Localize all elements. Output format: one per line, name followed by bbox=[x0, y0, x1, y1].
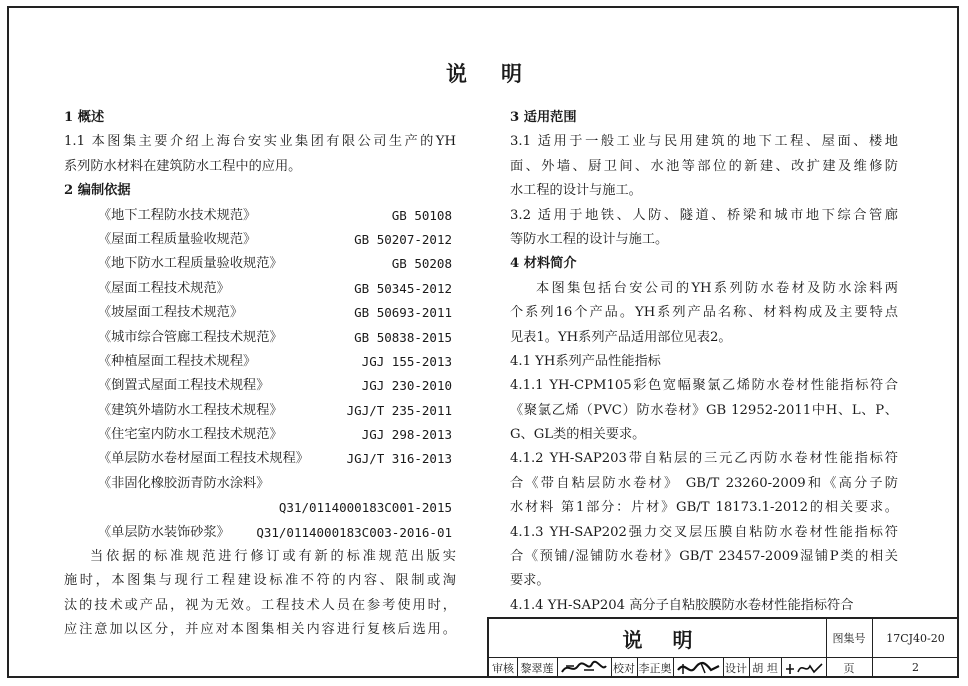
clause-text: 4.1.1 YH-CPM105彩色宽幅聚氯乙烯防水卷材性能指标符合 bbox=[510, 378, 898, 394]
right-column bbox=[510, 106, 898, 618]
section-3-text: 面、外墙、厨卫间、水池等部位的新建、改扩建及维修防 bbox=[510, 158, 898, 174]
section-3-heading: 3 适用范围 bbox=[510, 110, 577, 125]
left-column bbox=[64, 106, 456, 643]
standard-row bbox=[64, 326, 456, 350]
section-4-text: 本图集包括台安公司的YH系列防水卷材及防水涂料两 bbox=[536, 280, 898, 296]
standard-code: GB 50208 bbox=[391, 256, 452, 272]
note-text: 应注意加以区分，并应对本图集相关内容进行复核后选用。 bbox=[64, 622, 456, 638]
checker-signature bbox=[673, 657, 723, 678]
designer-signature bbox=[781, 657, 826, 678]
standard-row bbox=[64, 350, 456, 374]
atlas-number-label: 图集号 bbox=[832, 632, 866, 645]
design-label: 设计 bbox=[725, 661, 747, 675]
signature-mark bbox=[675, 660, 721, 676]
note-text: 当依据的标准规范进行修订或有新的标准规范出版实 bbox=[90, 549, 456, 565]
standard-row bbox=[64, 423, 456, 447]
clause-text: 《聚氯乙烯（PVC）防水卷材》GB 12952-2011中H、L、P、 bbox=[510, 402, 898, 418]
page-number: 2 bbox=[912, 661, 919, 674]
clause-text: 合《带自粘层防水卷材》 GB/T 23260-2009和《高分子防 bbox=[510, 475, 898, 491]
check-label: 校对 bbox=[613, 661, 635, 675]
standard-name: 《种植屋面工程技术规程》 bbox=[98, 353, 257, 369]
standard-name: 《住宅室内防水工程技术规范》 bbox=[98, 427, 283, 443]
section-1-heading: 1 概述 bbox=[64, 110, 105, 125]
standard-row bbox=[64, 374, 456, 398]
standard-name: 《倒置式屋面工程技术规程》 bbox=[98, 378, 270, 394]
standard-row bbox=[64, 447, 456, 471]
standard-row bbox=[64, 399, 456, 423]
section-4-heading: 4 材料简介 bbox=[510, 256, 577, 272]
section-3-text: 水工程的设计与施工。 bbox=[510, 183, 642, 199]
standard-name: 《城市综合管廊工程技术规范》 bbox=[98, 329, 283, 345]
standard-name: 《屋面工程质量验收规范》 bbox=[98, 231, 257, 247]
clause-text: 水材料 第1部分：片材》GB/T 18173.1-2012的相关要求。 bbox=[510, 500, 898, 516]
standard-name: 《屋面工程技术规范》 bbox=[98, 280, 230, 296]
title-block bbox=[487, 617, 959, 678]
standard-code: GB 50108 bbox=[391, 207, 452, 223]
standard-row bbox=[64, 228, 456, 252]
standard-row bbox=[64, 252, 456, 276]
signature-mark bbox=[560, 660, 608, 676]
designer-name: 胡 坦 bbox=[752, 661, 778, 675]
atlas-number: 17CJ40-20 bbox=[886, 631, 945, 645]
page-label: 页 bbox=[843, 661, 855, 675]
standard-name: 《坡屋面工程技术规范》 bbox=[98, 305, 244, 321]
standard-code: JGJ 298-2013 bbox=[361, 427, 452, 443]
standard-code: JGJ/T 235-2011 bbox=[346, 402, 452, 418]
title-block-title: 说明 bbox=[622, 627, 723, 652]
standard-name: 《单层防水卷材屋面工程技术规程》 bbox=[98, 451, 309, 467]
standard-name: 《非固化橡胶沥青防水涂料》 bbox=[98, 475, 270, 491]
section-4-text: 个系列16个产品。YH系列产品名称、材料构成及主要特点 bbox=[510, 305, 898, 321]
section-1-text: 系列防水材料在建筑防水工程中的应用。 bbox=[64, 158, 302, 174]
section-2-heading: 2 编制依据 bbox=[64, 183, 131, 199]
standard-code: JGJ 155-2013 bbox=[361, 353, 452, 369]
standard-code: GB 50838-2015 bbox=[354, 329, 452, 345]
section-3-text: 3.2 适用于地铁、人防、隧道、桥梁和城市地下综合管廊 bbox=[510, 207, 898, 223]
section-4-text: 见表1。YH系列产品适用部位见表2。 bbox=[510, 329, 732, 345]
standard-code: GB 50345-2012 bbox=[354, 280, 452, 296]
signature-mark bbox=[784, 660, 824, 676]
standard-code: JGJ/T 316-2013 bbox=[346, 451, 452, 467]
clause-text: G、GL类的相关要求。 bbox=[510, 427, 646, 443]
clause-text: 4.1.2 YH-SAP203带自粘层的三元乙丙防水卷材性能指标符 bbox=[510, 451, 898, 467]
standard-name: 《建筑外墙防水工程技术规程》 bbox=[98, 402, 283, 418]
review-label: 审核 bbox=[492, 661, 514, 675]
standards-list bbox=[64, 204, 456, 472]
standard-row bbox=[64, 277, 456, 301]
standard-row bbox=[64, 301, 456, 325]
standard-name: 《单层防水装饰砂浆》 bbox=[98, 524, 230, 540]
clause-text: 要求。 bbox=[510, 573, 550, 589]
section-3-text: 3.1 适用于一般工业与民用建筑的地下工程、屋面、楼地 bbox=[510, 134, 898, 150]
standard-name: 《地下防水工程质量验收规范》 bbox=[98, 256, 283, 272]
clause-text: 4.1.3 YH-SAP202强力交叉层压膜自粘防水卷材性能指标符 bbox=[510, 524, 898, 540]
standard-code: Q31/0114000183C003-2016-01 bbox=[256, 524, 452, 540]
standard-row bbox=[64, 521, 456, 545]
standard-name: 《地下工程防水技术规范》 bbox=[98, 207, 257, 223]
note-text: 施时，本图集与现行工程建设标准不符的内容、限制或淘 bbox=[64, 573, 456, 589]
note-text: 汰的技术或产品，视为无效。工程技术人员在参考使用时， bbox=[64, 597, 456, 613]
page-title: 说明 bbox=[446, 61, 556, 86]
standard-code: JGJ 230-2010 bbox=[361, 378, 452, 394]
standard-code: GB 50693-2011 bbox=[354, 305, 452, 321]
standard-code: Q31/0114000183C001-2015 bbox=[278, 500, 452, 516]
section-4-1-heading: 4.1 YH系列产品性能指标 bbox=[510, 353, 661, 369]
reviewer-signature bbox=[557, 657, 611, 678]
standard-code: GB 50207-2012 bbox=[354, 231, 452, 247]
section-1-text: 1.1 本图集主要介绍上海台安实业集团有限公司生产的YH bbox=[64, 134, 456, 150]
clause-text: 合《预铺/湿铺防水卷材》GB/T 23457-2009湿铺P类的相关 bbox=[510, 549, 898, 565]
reviewer-name: 黎翠莲 bbox=[520, 661, 554, 675]
clause-text: 4.1.4 YH-SAP204 高分子自粘胶膜防水卷材性能指标符合 bbox=[510, 597, 854, 613]
standard-row bbox=[64, 472, 456, 496]
section-3-text: 等防水工程的设计与施工。 bbox=[510, 231, 669, 247]
checker-name: 李正奥 bbox=[638, 661, 672, 675]
standard-row bbox=[64, 204, 456, 228]
